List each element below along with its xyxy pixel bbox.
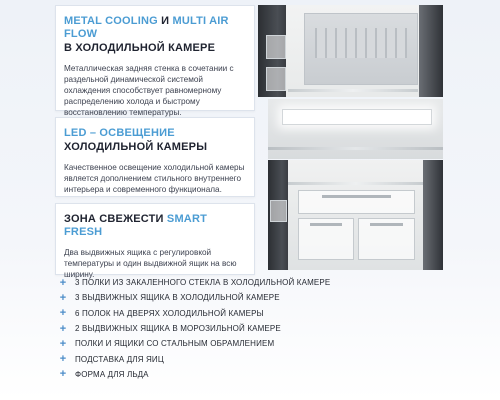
feature-card-metal-cooling: [55, 5, 255, 117]
plus-icon: +: [59, 353, 67, 366]
full-width-drawer: [298, 190, 415, 214]
plus-icon: +: [59, 322, 67, 335]
accent-text: SMART FRESH: [64, 213, 208, 238]
list-item-text: ПОДСТАВКА ДЛЯ ЯИЦ: [75, 354, 164, 364]
fridge-interior-photo: [258, 5, 443, 97]
list-item: [57, 321, 487, 336]
list-item: [57, 351, 487, 366]
plus-icon: +: [59, 291, 67, 304]
title-joiner: И: [157, 15, 173, 27]
list-item: [57, 306, 487, 321]
list-item-text: 6 ПОЛОК НА ДВЕРЯХ ХОЛОДИЛЬНОЙ КАМЕРЫ: [75, 308, 264, 318]
fridge-door-right: [423, 160, 443, 270]
fresh-drawer-right: [358, 218, 415, 260]
fresh-zone-photo: [268, 160, 443, 270]
card-title: [64, 213, 246, 239]
door-bin: [266, 35, 286, 59]
list-item: [57, 367, 487, 382]
fridge-door-right: [419, 5, 443, 97]
plus-icon: +: [59, 276, 67, 289]
card-title-line2: ХОЛОДИЛЬНОЙ КАМЕРЫ: [64, 141, 208, 153]
door-bin: [266, 67, 286, 91]
fresh-drawer-left: [298, 218, 354, 260]
feature-list: [57, 275, 487, 382]
accent-text: LED – ОСВЕЩЕНИЕ: [64, 127, 175, 139]
plus-icon: +: [59, 307, 67, 320]
list-item-text: ФОРМА ДЛЯ ЛЬДА: [75, 369, 149, 379]
plus-icon: +: [59, 368, 67, 381]
led-light-strip: [282, 109, 432, 125]
feature-card-smart-fresh: [55, 203, 255, 279]
list-item-text: 3 ПОЛКИ ИЗ ЗАКАЛЕННОГО СТЕКЛА В ХОЛОДИЛЬНОЙ КАМЕРЕ: [75, 278, 331, 288]
metal-back-panel: [304, 13, 418, 85]
glass-shelf: [268, 147, 443, 150]
accent-text: MULTI AIR FLOW: [64, 15, 229, 40]
card-description: Металлическая задняя стенка в сочетании с раздельной динамической системой охлаждения способствует равномерному распределению холода и быстрому восстановлению температуры.: [64, 64, 234, 117]
glass-shelf: [288, 182, 423, 185]
card-description: Качественное освещение холодильной камеры является дополнением стильного внутреннего интерьера и современного функционала.: [64, 163, 245, 194]
card-description: Два выдвижных ящика с регулировкой температуры и один выдвижной ящик на всю ширину.: [64, 248, 237, 279]
plus-icon: +: [59, 337, 67, 350]
feature-card-led-lighting: [55, 117, 255, 197]
list-item-text: 3 ВЫДВИЖНЫХ ЯЩИКА В ХОЛОДИЛЬНОЙ КАМЕРЕ: [75, 293, 280, 303]
card-title: [64, 127, 246, 140]
glass-shelf: [288, 89, 418, 92]
list-item: [57, 336, 487, 351]
list-item-text: 2 ВЫДВИЖНЫХ ЯЩИКА В МОРОЗИЛЬНОЙ КАМЕРЕ: [75, 324, 281, 334]
card-title-line2: В ХОЛОДИЛЬНОЙ КАМЕРЕ: [64, 42, 216, 54]
title-prefix: ЗОНА СВЕЖЕСТИ: [64, 213, 167, 225]
accent-text: METAL COOLING: [64, 15, 158, 27]
list-item-text: ПОЛКИ И ЯЩИКИ СО СТАЛЬНЫМ ОБРАМЛЕНИЕМ: [75, 339, 275, 349]
door-bin: [270, 200, 287, 222]
led-light-photo: [268, 99, 443, 159]
list-item: [57, 275, 487, 290]
card-title: [64, 15, 246, 41]
list-item: [57, 290, 487, 305]
